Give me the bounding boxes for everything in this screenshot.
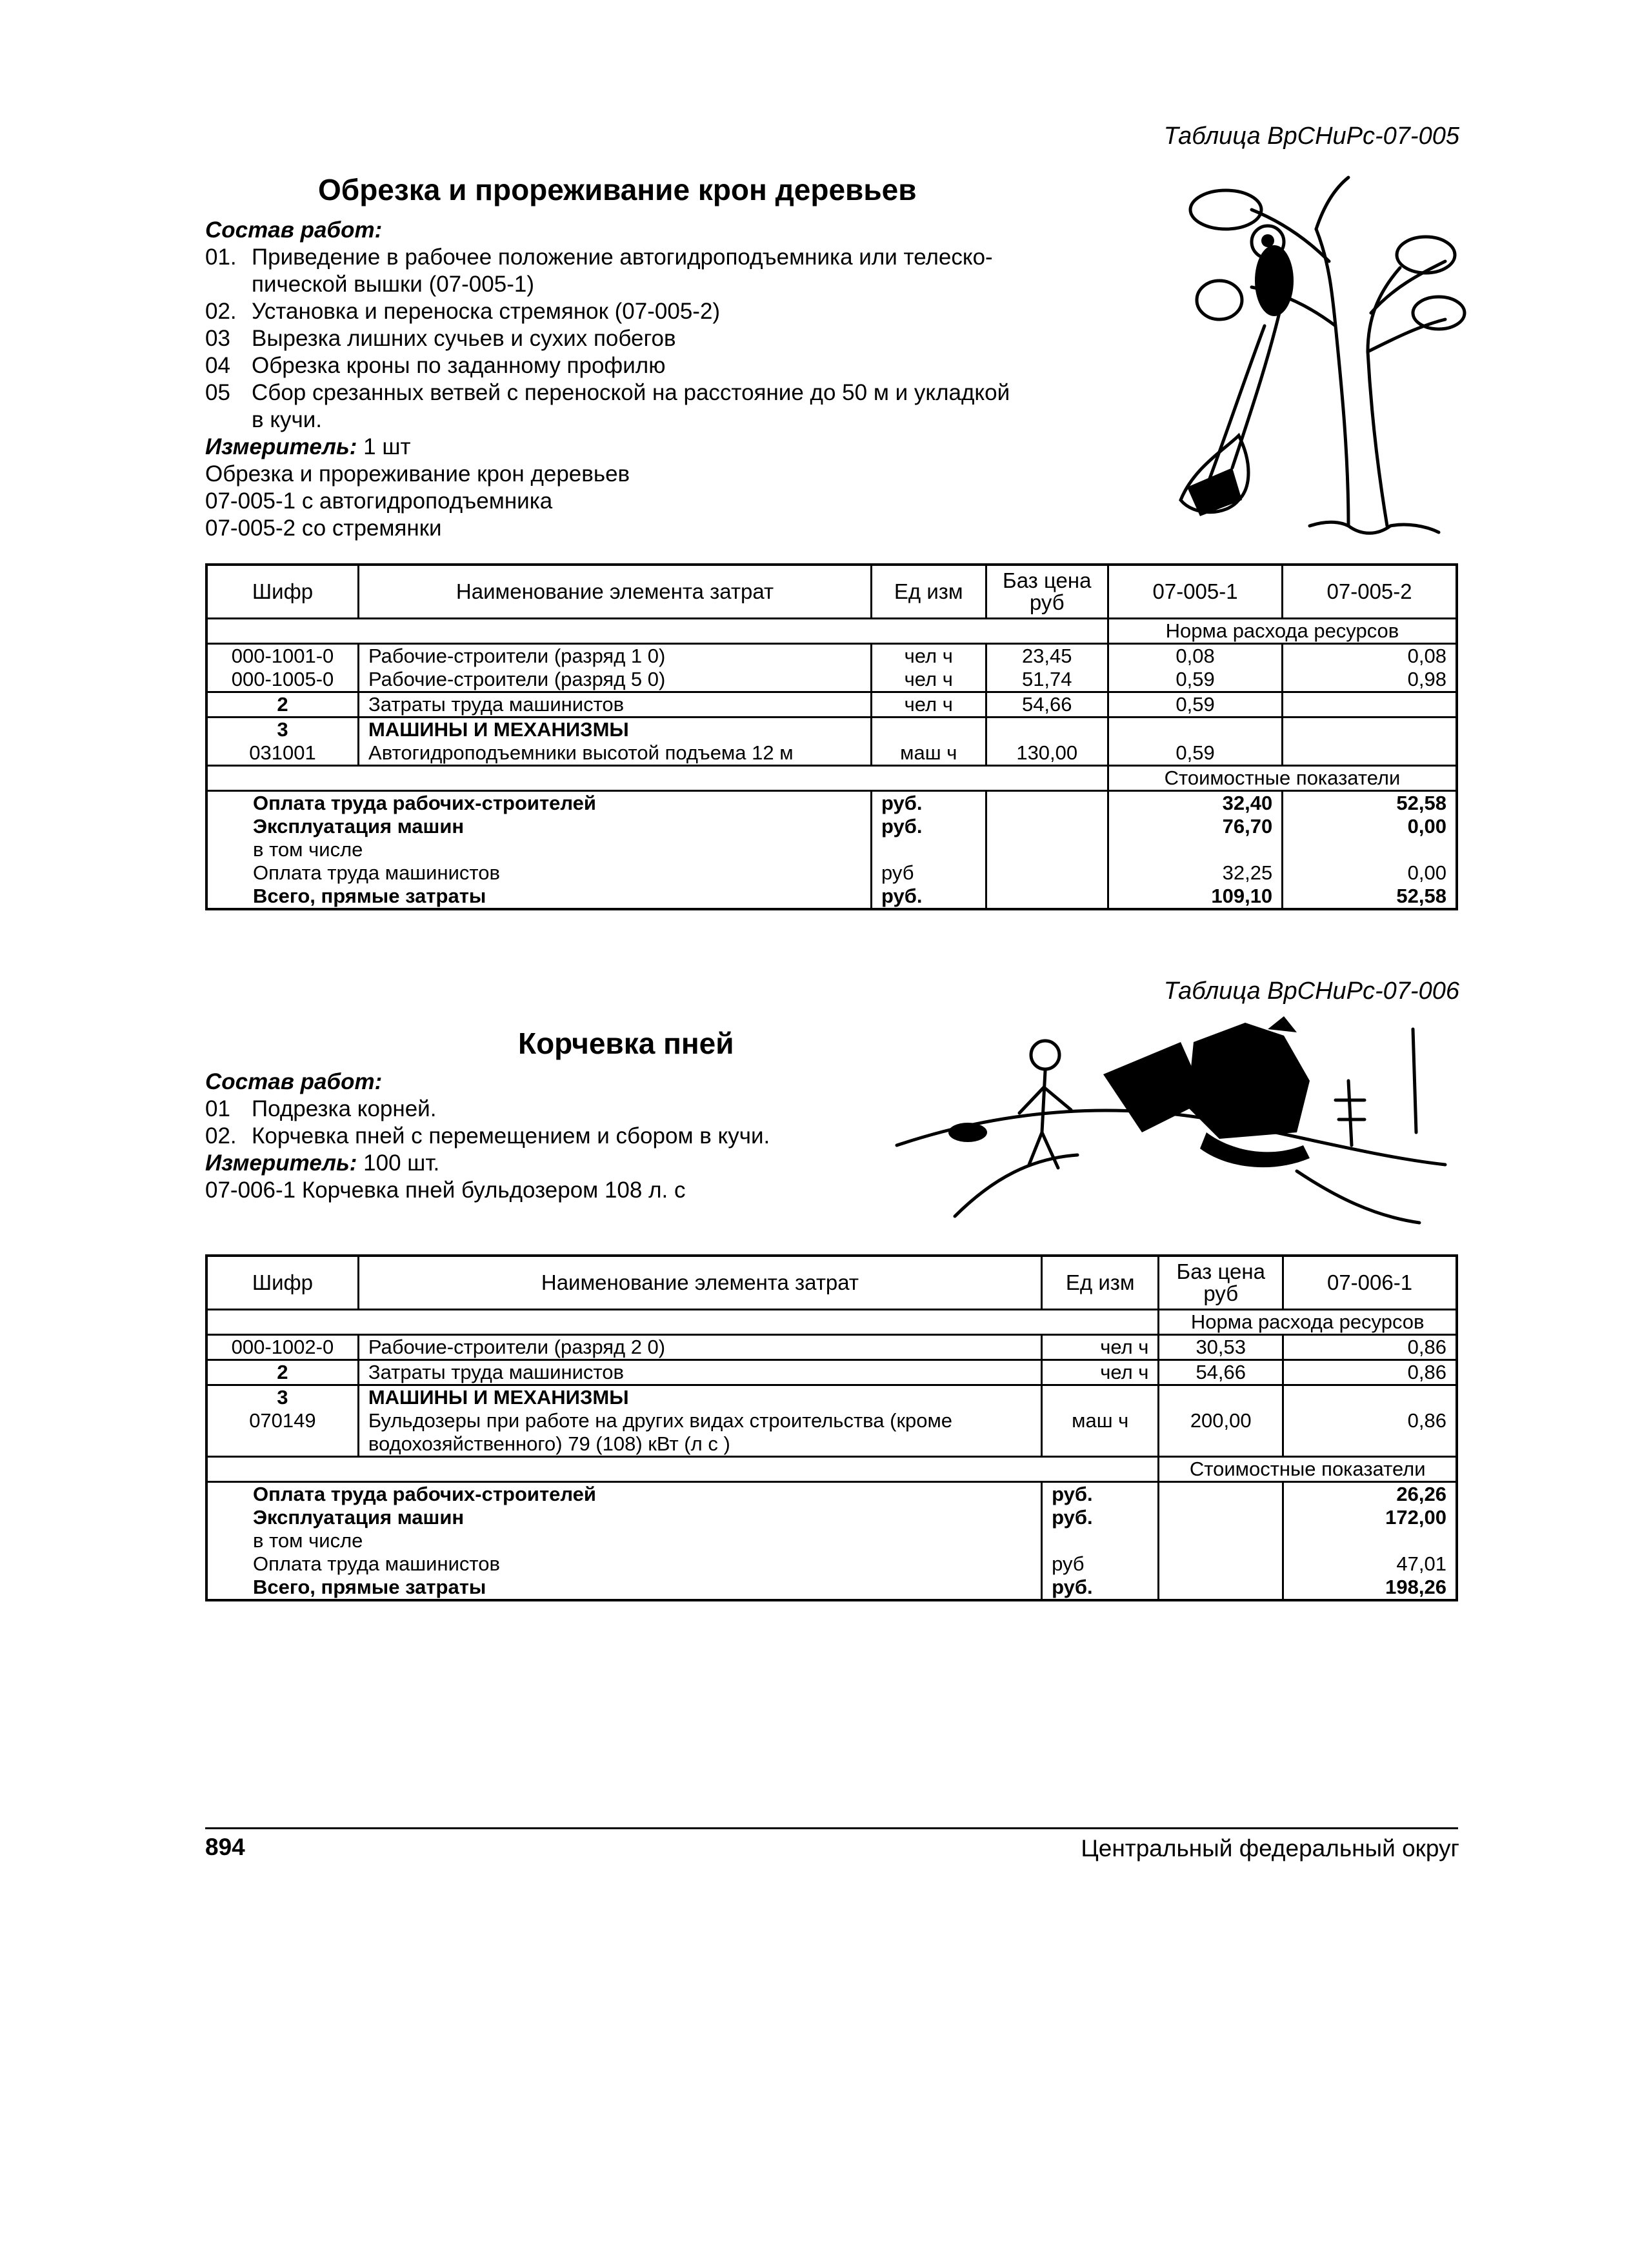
work-item: 02. Корчевка пней с перемещением и сбором в кучи.: [205, 1123, 770, 1149]
works-label: Состав работ:: [205, 1069, 383, 1094]
col-header-price: Баз цена руб: [986, 565, 1108, 619]
table-row: 2 Затраты труда машинистов чел ч 54,66 0,86: [206, 1360, 1457, 1385]
work-item: 01 Подрезка корней.: [205, 1096, 437, 1121]
cost-label: Стоимостные показатели: [1108, 766, 1457, 791]
section-title-stumps: Корчевка пней: [518, 1027, 734, 1060]
section-title-pruning: Обрезка и прореживание крон деревьев: [318, 173, 917, 206]
col-header-07-005-1: 07-005-1: [1108, 565, 1282, 619]
tree-pruning-illustration: [1155, 165, 1471, 545]
table-row: 070149 Бульдозеры при работе на других видах строительства (кроме водохозяйственного) 79 (108) кВт (л с ) маш ч 200,00 0,86: [206, 1409, 1457, 1457]
work-item: 05 Сбор срезанных ветвей с переноской на расстояние до 50 м и укладкой: [205, 380, 1010, 405]
cost-row: Оплата труда рабочих-строителей руб. 32,40 52,58: [206, 791, 1457, 816]
cost-row: Эксплуатация машин руб. 172,00: [206, 1506, 1457, 1529]
norm-label: Норма расхода ресурсов: [1108, 619, 1457, 644]
measure-line: Измеритель: 100 шт.: [205, 1150, 440, 1176]
table-row: 031001 Автогидроподъемники высотой подъема 12 м маш ч 130,00 0,59: [206, 741, 1457, 766]
variant-line: 07-005-2 со стремянки: [205, 516, 442, 541]
variant-line: 07-005-1 с автогидроподъемника: [205, 488, 553, 514]
footer-region: Центральный федеральный округ: [1081, 1835, 1459, 1862]
table-row: 3 МАШИНЫ И МЕХАНИЗМЫ: [206, 1385, 1457, 1410]
work-item-cont: в кучи.: [252, 407, 323, 432]
col-header-name: Наименование элемента затрат: [358, 1256, 1041, 1310]
cost-row: Всего, прямые затраты руб. 109,10 52,58: [206, 885, 1457, 909]
table-row: 000-1001-0 Рабочие-строители (разряд 1 0) чел ч 23,45 0,08 0,08: [206, 644, 1457, 668]
work-item: 04 Обрезка кроны по заданному профилю: [205, 353, 666, 378]
norm-label: Норма расхода ресурсов: [1159, 1310, 1457, 1335]
col-header-code: Шифр: [206, 565, 359, 619]
table-row: 000-1002-0 Рабочие-строители (разряд 2 0) чел ч 30,53 0,86: [206, 1335, 1457, 1360]
cost-row: Всего, прямые затраты руб. 198,26: [206, 1576, 1457, 1600]
table-07-006: [205, 1254, 1458, 1601]
table-caption-07-005: Таблица ВрСНиРс-07-005: [1163, 123, 1459, 150]
cost-row: Оплата труда машинистов руб 47,01: [206, 1552, 1457, 1576]
col-header-07-005-2: 07-005-2: [1283, 565, 1457, 619]
bulldozer-illustration: [884, 1003, 1458, 1242]
table-row: 2 Затраты труда машинистов чел ч 54,66 0,59: [206, 692, 1457, 718]
footer-divider: [205, 1827, 1458, 1829]
subtitle: Обрезка и прореживание крон деревьев: [205, 461, 630, 487]
work-item: 02. Установка и переноска стремянок (07-005-2): [205, 299, 721, 324]
measure-line: Измеритель: 1 шт: [205, 434, 411, 459]
table-07-005: [205, 563, 1458, 910]
works-label: Состав работ:: [205, 217, 383, 243]
cost-row: Оплата труда рабочих-строителей руб. 26,26: [206, 1482, 1457, 1507]
col-header-07-006-1: 07-006-1: [1283, 1256, 1457, 1310]
table-caption-07-006: Таблица ВрСНиРс-07-006: [1163, 978, 1459, 1005]
col-header-unit: Ед изм: [1042, 1256, 1159, 1310]
col-header-name: Наименование элемента затрат: [359, 565, 872, 619]
cost-row: в том числе: [206, 838, 1457, 861]
table-row: 3 МАШИНЫ И МЕХАНИЗМЫ: [206, 718, 1457, 742]
cost-label: Стоимостные показатели: [1159, 1457, 1457, 1482]
col-header-price: Баз цена руб: [1159, 1256, 1283, 1310]
work-item-cont: пической вышки (07-005-1): [252, 272, 534, 297]
col-header-code: Шифр: [206, 1256, 358, 1310]
work-item: 01. Приведение в рабочее положение автогидроподъемника или телеско-: [205, 245, 993, 270]
cost-row: Эксплуатация машин руб. 76,70 0,00: [206, 815, 1457, 838]
col-header-unit: Ед изм: [871, 565, 986, 619]
work-item: 03 Вырезка лишних сучьев и сухих побегов: [205, 326, 676, 351]
table-row: 000-1005-0 Рабочие-строители (разряд 5 0) чел ч 51,74 0,59 0,98: [206, 668, 1457, 692]
cost-row: в том числе: [206, 1529, 1457, 1552]
variant-line: 07-006-1 Корчевка пней бульдозером 108 л. с: [205, 1178, 686, 1203]
page-number: 894: [205, 1834, 245, 1860]
cost-row: Оплата труда машинистов руб 32,25 0,00: [206, 861, 1457, 885]
